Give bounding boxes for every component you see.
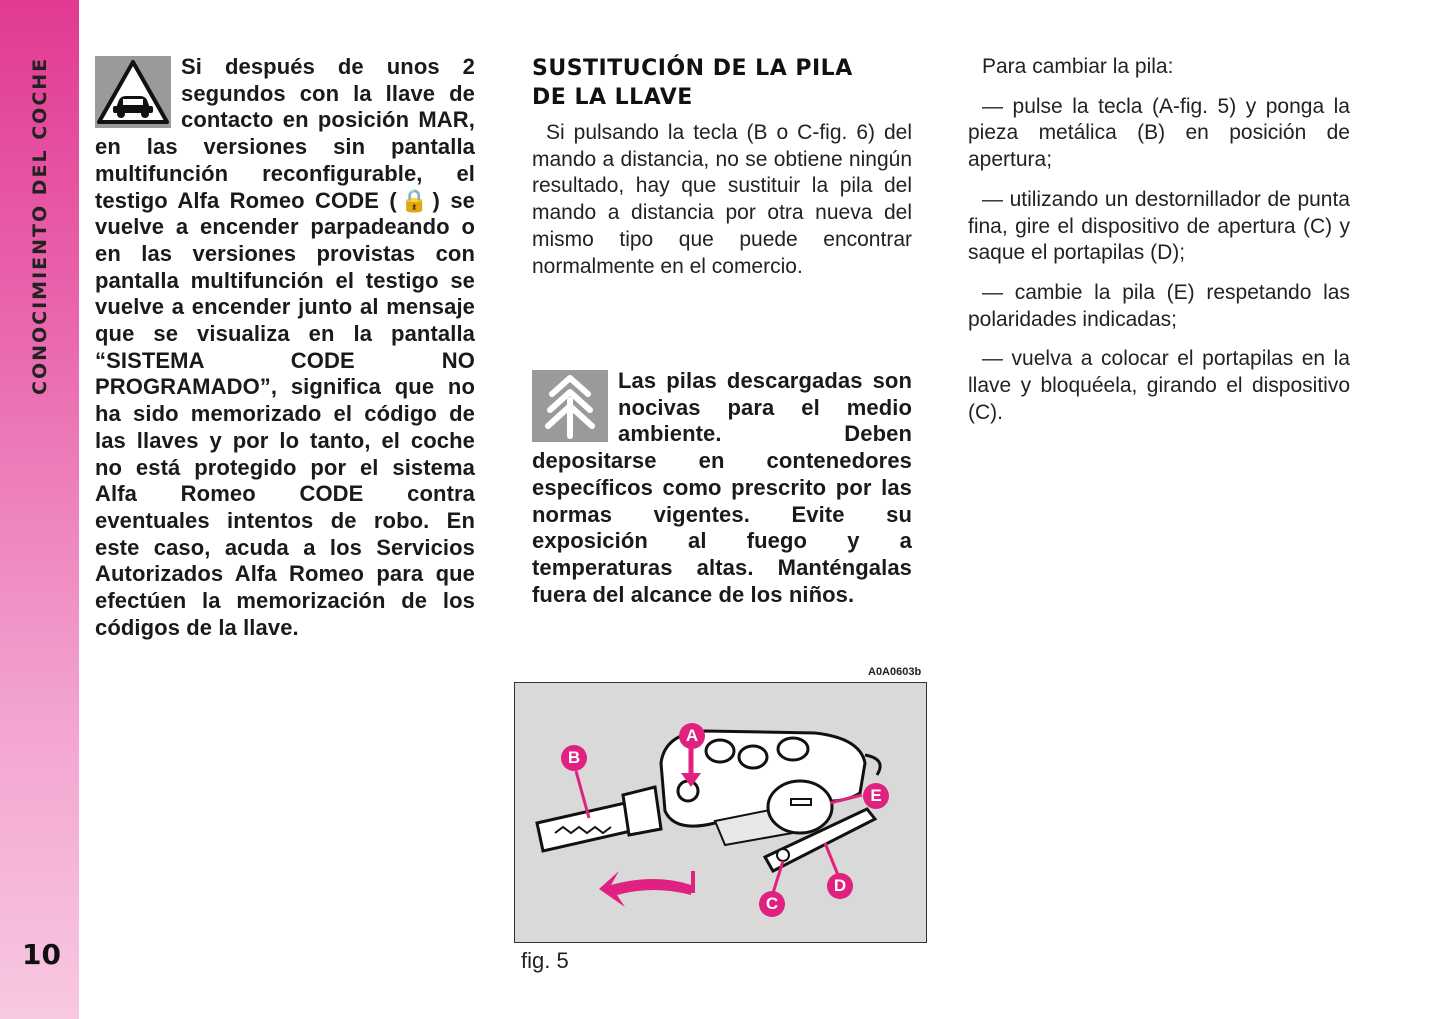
steps-column xyxy=(968,54,1350,439)
figure-code: A0A0603b xyxy=(868,666,922,678)
section-heading xyxy=(532,54,912,112)
key-illustration xyxy=(515,683,926,942)
step-item: — vuelva a colocar el portapilas en la llave y bloquéela, girando el dispositivo (C). xyxy=(968,347,1350,424)
label-d: D xyxy=(827,873,853,899)
step-item: — cambie la pila (E) respetando las polaridades indicadas; xyxy=(968,280,1350,331)
section-sidebar xyxy=(0,0,79,1019)
label-a: A xyxy=(679,723,705,749)
immobilizer-warning-text: Si después de unos 2 segundos con la llave de contacto en posición MAR, en las versiones sin pantalla multifunción reconfigurable, el testigo Alfa Romeo CODE (🔒) se vuelve a encender parpadeando o en las versiones provistas con pantalla multifunción el testigo se vuelve a encender junto al mensaje que se visualiza en la pantalla “SISTEMA CODE NO PROGRAMADO”, significa que no ha sido memorizado el código de las llaves y por lo tanto, el coche no está protegido por el sistema Alfa Romeo CODE contra eventuales intentos de robo. En este caso, acuda a los Servicios Autorizados Alfa Romeo para que efectúen la memorización de los códigos de la llave. xyxy=(95,54,475,640)
step-item: — pulse la tecla (A-fig. 5) y ponga la pieza metálica (B) en posición de apertura; xyxy=(968,94,1350,172)
page-number: 10 xyxy=(22,938,61,971)
heading-line-1: SUSTITUCIÓN DE LA PILA xyxy=(532,56,853,81)
key-battery-figure xyxy=(514,682,927,943)
car-warning-icon xyxy=(95,56,171,128)
label-c: C xyxy=(759,891,785,917)
key-blade xyxy=(537,787,661,851)
step-item: — utilizando un destornillador de punta fina, gire el dispositivo de apertura (C) y saque el portapilas (D); xyxy=(968,187,1350,265)
environment-notice-text: Las pilas descargadas son nocivas para el medio ambiente. Deben depositarse en contenedores específicos como prescrito por las normas vigentes. Evite su exposición al fuego y a temperaturas altas. Manténgalas fuera del alcance de los niños. xyxy=(532,368,912,607)
label-b: B xyxy=(561,745,587,771)
environment-tree-icon xyxy=(532,370,608,442)
figure-caption: fig. 5 xyxy=(521,948,569,973)
label-e: E xyxy=(863,783,889,809)
heading-line-2: DE LA LLAVE xyxy=(532,85,693,110)
warning-column xyxy=(95,54,475,641)
section-title: CONOCIMIENTO DEL COCHE xyxy=(29,56,51,395)
environment-notice xyxy=(532,368,912,608)
replacement-intro-text: Si pulsando la tecla (B o C-fig. 6) del mando a distancia, no se obtiene ningún resultado, hay que sustituir la pila del mando a distancia por otra nueva del mismo tipo que puede encontrar normalmente en el comercio. xyxy=(532,121,912,278)
battery-replacement-column xyxy=(532,54,912,280)
steps-intro: Para cambiar la pila: xyxy=(982,55,1174,78)
